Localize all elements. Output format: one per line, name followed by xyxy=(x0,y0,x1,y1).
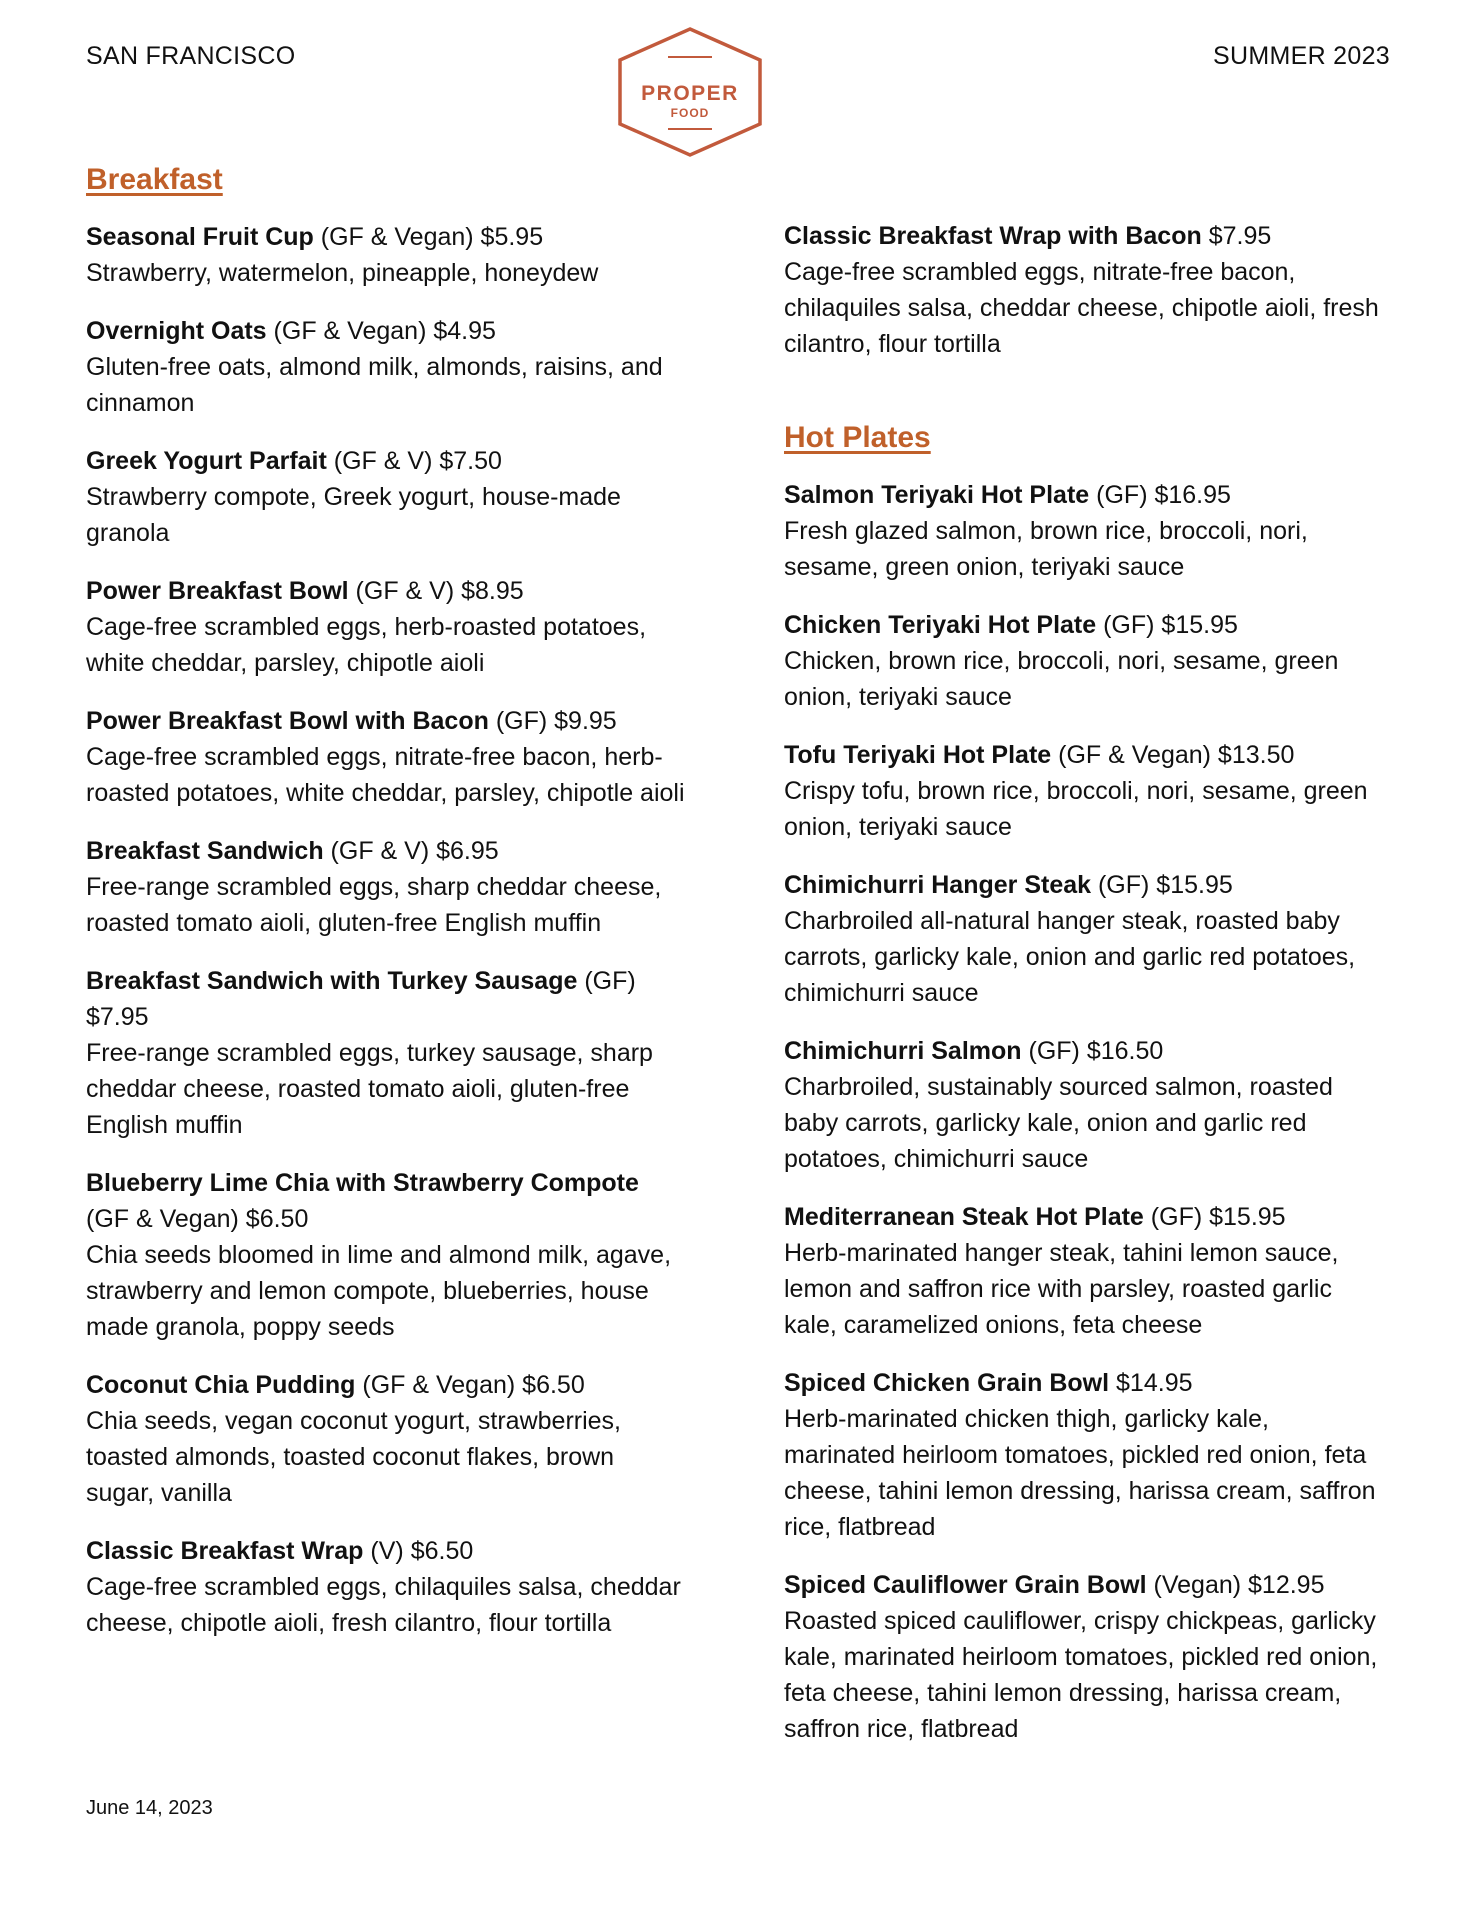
season-label: SUMMER 2023 xyxy=(1213,42,1390,70)
menu-item-price: (GF) $7.95 xyxy=(86,967,636,1031)
menu-item-description: Cage-free scrambled eggs, herb-roasted potatoes, white cheddar, parsley, chipotle aioli xyxy=(86,613,647,677)
menu-item-description: Fresh glazed salmon, brown rice, broccoli, nori, sesame, green onion, teriyaki sauce xyxy=(784,517,1308,581)
menu-item xyxy=(86,963,686,1143)
menu-item-description: Crispy tofu, brown rice, broccoli, nori, sesame, green onion, teriyaki sauce xyxy=(784,777,1368,841)
menu-item-price: (GF) $15.95 xyxy=(1097,871,1233,899)
menu-item-name: Power Breakfast Bowl with Bacon xyxy=(86,707,489,735)
menu-item xyxy=(784,737,1384,845)
menu-item-name: Spiced Chicken Grain Bowl xyxy=(784,1369,1110,1397)
menu-item-name: Coconut Chia Pudding xyxy=(86,1371,356,1399)
menu-item-name: Chimichurri Hanger Steak xyxy=(784,871,1092,899)
menu-item xyxy=(86,1165,686,1345)
menu-item xyxy=(784,1365,1384,1545)
menu-item-name: Mediterranean Steak Hot Plate xyxy=(784,1203,1144,1231)
menu-item-name: Salmon Teriyaki Hot Plate xyxy=(784,481,1090,509)
menu-item xyxy=(784,1567,1384,1747)
menu-item-description: Free-range scrambled eggs, sharp cheddar cheese, roasted tomato aioli, gluten-free English muffin xyxy=(86,873,662,937)
menu-item-name: Chimichurri Salmon xyxy=(784,1037,1022,1065)
menu-item-name: Breakfast Sandwich xyxy=(86,837,324,865)
menu-item xyxy=(86,443,686,551)
menu-item-description: Chia seeds bloomed in lime and almond milk, agave, strawberry and lemon compote, blueberries, house made granola, poppy seeds xyxy=(86,1241,672,1341)
breakfast-heading: Breakfast xyxy=(86,163,223,196)
menu-item-price: $7.95 xyxy=(1208,222,1272,250)
menu-item-description: Chicken, brown rice, broccoli, nori, sesame, green onion, teriyaki sauce xyxy=(784,647,1339,711)
menu-item-name: Breakfast Sandwich with Turkey Sausage xyxy=(86,967,578,995)
menu-item-name: Classic Breakfast Wrap xyxy=(86,1537,364,1565)
menu-item xyxy=(784,477,1384,585)
menu-item-description: Strawberry, watermelon, pineapple, honeydew xyxy=(86,259,599,287)
menu-item-price: (GF & Vegan) $13.50 xyxy=(1058,741,1295,769)
menu-item xyxy=(86,833,686,941)
menu-item-price: (GF) $15.95 xyxy=(1103,611,1238,639)
menu-item-price: (GF & Vegan) $4.95 xyxy=(273,317,496,345)
hot-plates-list xyxy=(784,477,1384,1747)
menu-item-description: Free-range scrambled eggs, turkey sausage, sharp cheddar cheese, roasted tomato aioli, gluten-free English muffin xyxy=(86,1039,653,1139)
menu-item-price: (GF & Vegan) $6.50 xyxy=(362,1371,585,1399)
menu-item-price: (GF) $15.95 xyxy=(1150,1203,1286,1231)
menu-item-price: (Vegan) $12.95 xyxy=(1153,1571,1325,1599)
logo-word-proper: PROPER xyxy=(641,82,739,105)
menu-item xyxy=(86,1533,686,1641)
menu-item-price: (GF & V) $7.50 xyxy=(333,447,502,475)
right-column xyxy=(784,218,1384,1769)
left-column xyxy=(86,160,686,1663)
menu-item-description: Cage-free scrambled eggs, chilaquiles salsa, cheddar cheese, chipotle aioli, fresh cilantro, flour tortilla xyxy=(86,1573,681,1637)
breakfast-list xyxy=(86,219,686,1641)
menu-item xyxy=(86,703,686,811)
footer-date: June 14, 2023 xyxy=(86,1797,213,1819)
menu-item-name: Blueberry Lime Chia with Strawberry Compote xyxy=(86,1169,639,1197)
menu-item-description: Charbroiled, sustainably sourced salmon, roasted baby carrots, garlicky kale, onion and garlic red potatoes, chimichurri sauce xyxy=(784,1073,1333,1173)
menu-item-description: Herb-marinated chicken thigh, garlicky kale, marinated heirloom tomatoes, pickled red onion, feta cheese, tahini lemon dressing, harissa cream, saffron rice, flatbread xyxy=(784,1405,1376,1541)
menu-item xyxy=(784,218,1384,362)
menu-item xyxy=(784,867,1384,1011)
menu-item-description: Cage-free scrambled eggs, nitrate-free bacon, herb-roasted potatoes, white cheddar, parsley, chipotle aioli xyxy=(86,743,685,807)
location-label: SAN FRANCISCO xyxy=(86,42,296,70)
menu-item-price: (GF) $16.50 xyxy=(1028,1037,1164,1065)
breakfast-continued-list xyxy=(784,218,1384,362)
menu-item-name: Chicken Teriyaki Hot Plate xyxy=(784,611,1097,639)
menu-item xyxy=(86,1367,686,1511)
menu-item xyxy=(784,607,1384,715)
menu-item-name: Classic Breakfast Wrap with Bacon xyxy=(784,222,1202,250)
menu-item xyxy=(86,573,686,681)
menu-item-name: Tofu Teriyaki Hot Plate xyxy=(784,741,1052,769)
proper-food-logo xyxy=(616,26,764,158)
menu-item xyxy=(784,1033,1384,1177)
menu-item-price: (GF) $9.95 xyxy=(495,707,617,735)
hot-plates-heading: Hot Plates xyxy=(784,421,931,454)
menu-item-price: (V) $6.50 xyxy=(370,1537,474,1565)
menu-item-description: Cage-free scrambled eggs, nitrate-free bacon, chilaquiles salsa, cheddar cheese, chipotle aioli, fresh cilantro, flour tortilla xyxy=(784,258,1379,358)
menu-item-name: Spiced Cauliflower Grain Bowl xyxy=(784,1571,1147,1599)
menu-item-price: (GF & Vegan) $6.50 xyxy=(86,1205,309,1233)
menu-item-description: Herb-marinated hanger steak, tahini lemon sauce, lemon and saffron rice with parsley, roasted garlic kale, caramelized onions, feta cheese xyxy=(784,1239,1339,1339)
menu-item-price: $14.95 xyxy=(1116,1369,1193,1397)
menu-item-description: Gluten-free oats, almond milk, almonds, raisins, and cinnamon xyxy=(86,353,663,417)
menu-item-price: (GF) $16.95 xyxy=(1096,481,1231,509)
menu-item-name: Seasonal Fruit Cup xyxy=(86,223,314,251)
logo-word-food: FOOD xyxy=(670,106,710,120)
menu-item xyxy=(784,1199,1384,1343)
menu-item-description: Roasted spiced cauliflower, crispy chickpeas, garlicky kale, marinated heirloom tomatoes, pickled red onion, feta cheese, tahini lemon dressing, harissa cream, saffron rice, flatbread xyxy=(784,1607,1378,1743)
menu-item-price: (GF & V) $8.95 xyxy=(355,577,524,605)
menu-item-description: Strawberry compote, Greek yogurt, house-made granola xyxy=(86,483,621,547)
menu-item-name: Power Breakfast Bowl xyxy=(86,577,349,605)
menu-item-name: Overnight Oats xyxy=(86,317,267,345)
menu-item xyxy=(86,219,686,291)
menu-item xyxy=(86,313,686,421)
menu-item-description: Chia seeds, vegan coconut yogurt, strawberries, toasted almonds, toasted coconut flakes, brown sugar, vanilla xyxy=(86,1407,621,1507)
menu-item-price: (GF & V) $6.95 xyxy=(330,837,499,865)
menu-item-price: (GF & Vegan) $5.95 xyxy=(320,223,544,251)
menu-item-description: Charbroiled all-natural hanger steak, roasted baby carrots, garlicky kale, onion and garlic red potatoes, chimichurri sauce xyxy=(784,907,1356,1007)
menu-item-name: Greek Yogurt Parfait xyxy=(86,447,327,475)
